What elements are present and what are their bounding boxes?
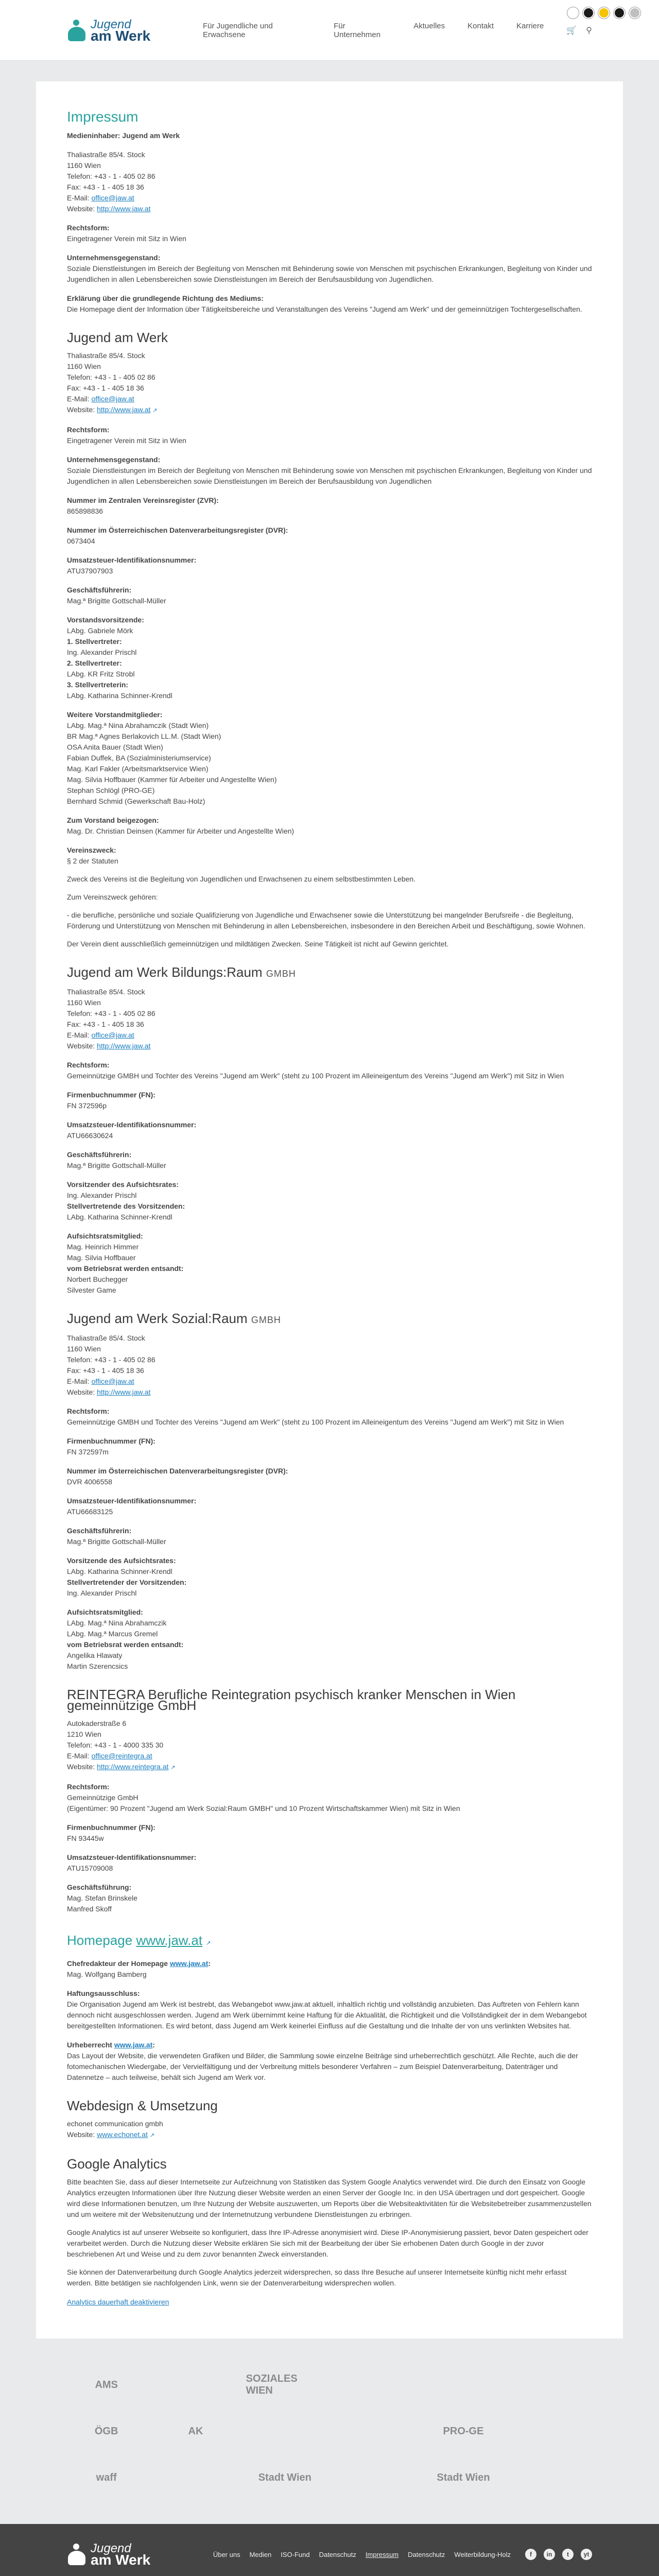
impressum-section — [67, 130, 592, 315]
homepage-section: Chefredakteur der Homepage www.jaw.at: Mag. Wolfgang Bamberg Haftungsausschluss: Die Organisation Jugend am Werk ist bestrebt, das Webangebot www.jaw.at aktuell, inhaltlich richtig und vollständig anzubieten. Das Auftreten von Fehlern kann dennoch nicht ausgeschlossen werden. Jugend am Werk übernimmt keine Haftung für die Aktualität, die Richtigkeit und die Vollständigkeit der in dem Webangebot bereitgestellten Informationen. Es wird betont, dass Jugend am Werk keinerlei Einfluss auf die Gestaltung und die Inhalte der von uns verlinkten Websites hat. Urheberrecht www.jaw.at: Das Layout der Website, die verwendeten Grafiken und Bilder, die Sammlung sowie einzelne Beiträge sind urheberrechtlich geschützt. Alle Rechte, auch die der fotomechanischen Wiedergabe, der Vervielfältigung und der Verbreitung mittels besonderer Verfahren – zum Beispiel Datenverarbeitung, Datenträger und Datennetze – auch teilweise, behält sich Jugend am Werk vor. — [67, 1958, 592, 2083]
phone: Telefon: +43 - 1 - 405 02 86 — [67, 1009, 155, 1018]
partner-logos — [67, 2369, 592, 2524]
social-links — [525, 2549, 592, 2560]
member-item: Mag. Silvia Hoffbauer — [67, 1253, 136, 1262]
address-line-1: Thaliastraße 85/4. Stock — [67, 351, 145, 360]
footer-nav-item[interactable]: Datenschutz — [319, 2550, 356, 2558]
partner-logo[interactable] — [335, 2462, 413, 2493]
address-line-2: 1160 Wien — [67, 1345, 101, 1353]
email-label: E-Mail: — [67, 1031, 90, 1039]
bildung-section — [67, 987, 592, 1296]
gf-label: Geschäftsführerin: — [67, 586, 132, 594]
email-label: E-Mail: — [67, 194, 90, 202]
legal-form-label: Rechtsform: — [67, 426, 110, 434]
header-icons — [566, 25, 592, 36]
works-label: vom Betriebsrat werden entsandt: — [67, 1640, 184, 1649]
partner-logo-waff[interactable]: waff — [96, 2471, 117, 2483]
partner-logo[interactable] — [335, 2416, 413, 2447]
homepage-heading-link[interactable]: www.jaw.at — [136, 1933, 203, 1948]
legal-form-label: Rechtsform: — [67, 224, 110, 232]
site-logo[interactable] — [67, 19, 182, 42]
gf-label: Geschäftsführerin: — [67, 1527, 132, 1535]
website-link[interactable]: http://www.jaw.at — [97, 205, 151, 213]
phone: Telefon: +43 - 1 - 405 02 86 — [67, 172, 155, 180]
legal-form: Gemeinnützige GMBH und Tochter des Vereins "Jugend am Werk" (steht zu 100 Prozent im Alleineigentum des Vereins "Jugend am Werk") mit Sitz in Wien — [67, 1072, 564, 1080]
jaw-section — [67, 350, 592, 950]
copyright-link[interactable]: www.jaw.at — [114, 2041, 153, 2049]
footer-logo-line-2: am Werk — [91, 2552, 151, 2568]
partner-logo-pro-ge[interactable]: PRO-GE — [443, 2425, 484, 2437]
uid: ATU66683125 — [67, 1507, 113, 1516]
vice1: Ing. Alexander Prischl — [67, 648, 137, 656]
website-label: Website: — [67, 2130, 95, 2139]
direction-label: Erklärung über die grundlegende Richtung des Mediums: — [67, 294, 264, 302]
partner-logo[interactable] — [156, 2462, 235, 2493]
website-label: Website: — [67, 1762, 95, 1771]
footer-nav-item[interactable]: Weiterbildung-Holz — [454, 2550, 511, 2558]
gf-item: Mag. Stefan Brinskele — [67, 1894, 137, 1902]
footer-nav-item-impressum[interactable]: Impressum — [365, 2550, 399, 2558]
webdesign-section — [67, 2119, 592, 2141]
address-line-2: 1160 Wien — [67, 998, 101, 1007]
phone: Telefon: +43 - 1 - 405 02 86 — [67, 1355, 155, 1364]
footer-nav-item[interactable]: Medien — [249, 2550, 272, 2558]
members-label: Weitere Vorstandmitglieder: — [67, 710, 163, 719]
vpurpose-text: Zweck des Vereins ist die Begleitung von Jugendlichen und Erwachsenen zu einem selbstbestimmten Leben. — [67, 875, 416, 883]
fn: FN 93445w — [67, 1834, 104, 1842]
main-content — [36, 81, 623, 2338]
dvr: DVR 4006558 — [67, 1478, 112, 1486]
logo-mark-icon — [67, 2543, 88, 2566]
partner-logo[interactable] — [513, 2462, 592, 2493]
fn-label: Firmenbuchnummer (FN): — [67, 1091, 155, 1099]
vpurpose-footer: Der Verein dient ausschließlich gemeinnützigen und mildtätigen Zwecken. Seine Tätigkeit ist nicht auf Gewinn gerichtet. — [67, 940, 449, 948]
cart-icon[interactable]: 🛒 — [566, 26, 577, 35]
logo-line-1: Jugend — [91, 18, 131, 31]
vice: Ing. Alexander Prischl — [67, 1589, 137, 1597]
analytics-p1: Bitte beachten Sie, dass auf dieser Internetseite zur Aufzeichnung von Statistiken das System Google Analytics verwendet wird. Die durch den Einsatz von Google Analytics erzeugten Informationen über Ihre Nutzung dieser Website werden an einen Server der Google Inc. in den USA übertragen und dort gespeichert. Google wird diese Informationen benutzen, um Ihre Nutzung der Website auszuwerten, um Reports über die Websiteaktivitäten für die Websitebetreiber zusammenzustellen und um weitere mit der Websitenutzung und der Internetnutzung verbundene Dienstleistungen zu erbringen. — [67, 2178, 592, 2218]
partner-logo[interactable] — [335, 2369, 413, 2400]
vpurpose-label: Vereinszweck: — [67, 846, 116, 854]
purpose: Soziale Dienstleistungen im Bereich der Begleitung von Menschen mit Behinderung sowie von Menschen mit psychischen Erkrankungen, Begleitung von Kinder und Jugendlichen in allen Lebensbereichen sowie Dienstleistungen im Bereich der Berufsausbildung von Jugendlichen. — [67, 264, 592, 283]
member-item: OSA Anita Bauer (Stadt Wien) — [67, 743, 163, 751]
nav-item-kontakt[interactable]: Kontakt — [467, 22, 494, 30]
contrast-yellow-option[interactable] — [598, 7, 610, 19]
website-link[interactable]: http://www.jaw.at — [97, 1388, 151, 1396]
partner-logo-soziales-wien[interactable]: SOZIALES WIEN — [246, 2373, 298, 2396]
partner-logo[interactable] — [156, 2369, 235, 2400]
fax: Fax: +43 - 1 - 405 18 36 — [67, 183, 144, 191]
analytics-p2: Google Analytics ist auf unserer Webseite so konfiguriert, dass Ihre IP-Adresse anonymisiert wird. Diese IP-Anonymisierung passiert, bevor Daten gespeichert oder verarbeitet werden. Durch die Nutzung dieser Website erklären Sie sich mit der Bearbeitung der über Sie erhobenen Daten durch Google in der zuvor beschriebenen Art und Weise und zu dem zuvor benannten Zweck einverstanden. — [67, 2228, 588, 2258]
vice3-label: 3. Stellvertreterin: — [67, 681, 129, 689]
address-line-1: Thaliastraße 85/4. Stock — [67, 150, 145, 159]
jaw-heading: Jugend am Werk — [67, 330, 168, 345]
address-line-1: Thaliastraße 85/4. Stock — [67, 1334, 145, 1342]
website-link[interactable]: http://www.jaw.at — [97, 1042, 151, 1050]
homepage-heading-prefix: Homepage — [67, 1933, 133, 1948]
partner-logo-stadt-wien[interactable]: Stadt Wien — [258, 2471, 311, 2483]
fn: FN 372596p — [67, 1101, 107, 1110]
member-item: Mag. Silvia Hoffbauer (Kammer für Arbeiter und Angestellte Wien) — [67, 775, 277, 784]
logo-line-2: am Werk — [91, 28, 151, 44]
liability: Die Organisation Jugend am Werk ist bestrebt, das Webangebot www.jaw.at aktuell, inhaltlich richtig und vollständig anzubieten. Das Auftreten von Fehlern kann dennoch nicht ausgeschlossen werden. Jugend am Werk übernimmt keine Haftung für die Aktualität, die Richtigkeit und die Vollständigkeit der in dem Webangebot bereitgestellten Informationen. Es wird betont, dass Jugend am Werk keinerlei Einfluss auf die Gestaltung und die Inhalte der von uns verlinkten Websites hat. — [67, 2000, 587, 2030]
partner-logo-stadt-wien[interactable]: Stadt Wien — [437, 2471, 490, 2483]
vice: LAbg. Katharina Schinner-Krendl — [67, 1213, 172, 1221]
dvr-label: Nummer im Österreichischen Datenverarbeitungsregister (DVR): — [67, 1467, 288, 1475]
website-label: Website: — [67, 405, 95, 414]
direction: Die Homepage dient der Information über Tätigkeitsbereiche und Veranstaltungen des Vereins "Jugend am Werk" und der gemeinnützigen Tochtergesellschaften. — [67, 305, 582, 313]
advisors: Mag. Dr. Christian Deinsen (Kammer für Arbeiter und Angestellte Wien) — [67, 827, 294, 835]
advisors-label: Zum Vorstand beigezogen: — [67, 816, 159, 824]
dvr: 0673404 — [67, 537, 95, 545]
reintegra-section — [67, 1718, 592, 1914]
twitter-icon[interactable]: t — [562, 2549, 574, 2560]
chair: LAbg. Katharina Schinner-Krendl — [67, 1567, 172, 1575]
legal-form-label: Rechtsform: — [67, 1407, 110, 1415]
legal-form-label: Rechtsform: — [67, 1061, 110, 1069]
reintegra-heading: REINTEGRA Berufliche Reintegration psychisch kranker Menschen in Wien gemeinnützige GmbH — [67, 1687, 516, 1713]
address-line-1: Autokaderstraße 6 — [67, 1719, 127, 1727]
vice2: LAbg. KR Fritz Strobl — [67, 670, 135, 678]
facebook-icon[interactable]: f — [525, 2549, 536, 2560]
works-item: Martin Szerencsics — [67, 1662, 128, 1670]
partner-logo-ak[interactable]: AK — [188, 2425, 203, 2437]
chief-label: Chefredakteur der Homepage — [67, 1959, 168, 1968]
member-item: Mag. Heinrich Himmer — [67, 1243, 139, 1251]
email-link[interactable]: office@jaw.at — [91, 1031, 134, 1039]
partner-logo-ams[interactable]: AMS — [95, 2379, 118, 2391]
phone: Telefon: +43 - 1 - 405 02 86 — [67, 373, 155, 381]
analytics-section — [67, 2177, 592, 2308]
site-header — [0, 0, 659, 61]
partner-logo[interactable] — [424, 2369, 502, 2400]
legal-form: Gemeinnützige GMBH und Tochter des Vereins "Jugend am Werk" (steht zu 100 Prozent im Alleineigentum des Vereins "Jugend am Werk") mit Sitz in Wien — [67, 1418, 564, 1426]
email-label: E-Mail: — [67, 395, 90, 403]
fax: Fax: +43 - 1 - 405 18 36 — [67, 1366, 144, 1375]
uid: ATU37907903 — [67, 567, 113, 575]
bildung-heading-suffix: GMBH — [266, 969, 296, 979]
uid: ATU66630624 — [67, 1131, 113, 1140]
website-label: Website: — [67, 1042, 95, 1050]
external-link-icon: ↗ — [149, 2132, 155, 2139]
board: LAbg. Gabriele Mörk — [67, 626, 133, 635]
chief-name: Mag. Wolfgang Bamberg — [67, 1970, 147, 1978]
copyright: Das Layout der Website, die verwendeten Grafiken und Bilder, die Sammlung sowie einzelne Beiträge sind urheberrechtlich geschützt. Alle Rechte, auch die der fotomechanischen Wiedergabe, der Vervielfältigung und der Verbreitung mittels besonderer Verfahren – zum Beispiel Datenverarbeitung, Datenträger und Datennetze – auch teilweise, behält sich Jugend am Werk vor. — [67, 2052, 578, 2081]
purpose: Soziale Dienstleistungen im Bereich der Begleitung von Menschen mit Behinderung sowie von Menschen mit psychischen Erkrankungen, Begleitung von Kinder und Jugendlichen in allen Lebensbereichen sowie Dienstleistungen im Bereich der Berufsausbildung von Jugendlichen — [67, 466, 592, 485]
fn-label: Firmenbuchnummer (FN): — [67, 1437, 155, 1445]
uid-label: Umsatzsteuer-Identifikationsnummer: — [67, 556, 197, 564]
member-item: Stephan Schlögl (PRO-GE) — [67, 786, 155, 794]
member-item: BR Mag.ª Agnes Berlakovich LL.M. (Stadt Wien) — [67, 732, 221, 740]
youtube-icon[interactable]: yt — [581, 2549, 592, 2560]
contrast-grey-option[interactable] — [629, 7, 640, 19]
sozial-section — [67, 1333, 592, 1672]
vpurpose-list: - die berufliche, persönliche und soziale Qualifizierung von Jugendliche und Erwachsener sowie die Unterstützung bei mangelnder Berufsreife - die Begleitung, Förderung und Unterstützung von Menschen mit Behinderung in allen Lebensbereichen, insbesondere in den Bereichen Arbeit und Beschäftigung, sowie Wohnen. — [67, 911, 585, 930]
dvr-label: Nummer im Österreichischen Datenverarbeitungsregister (DVR): — [67, 526, 288, 534]
external-link-icon: ↗ — [206, 1940, 211, 1946]
owners: (Eigentümer: 90 Prozent "Jugend am Werk Sozial:Raum GMBH" und 10 Prozent Wirtschaftskammer Wien) mit Sitz in Wien — [67, 1804, 460, 1812]
chair-label: Vorsitzende des Aufsichtsrates: — [67, 1556, 176, 1565]
vice-label: Stellvertretender der Vorsitzenden: — [67, 1578, 187, 1586]
site-footer — [0, 2524, 659, 2576]
member-item: Fabian Duffek, BA (Sozialministeriumservice) — [67, 754, 211, 762]
website-link[interactable]: http://www.reintegra.at — [97, 1762, 169, 1771]
nav-item-jugendliche[interactable]: Für Jugendliche und Erwachsene — [202, 22, 273, 39]
webdesign-heading: Webdesign & Umsetzung — [67, 2098, 218, 2113]
vice2-label: 2. Stellvertreter: — [67, 659, 122, 667]
vice3: LAbg. Katharina Schinner-Krendl — [67, 691, 172, 700]
member-item: LAbg. Mag.ª Nina Abrahamczik — [67, 1619, 167, 1627]
email-label: E-Mail: — [67, 1377, 90, 1385]
fax: Fax: +43 - 1 - 405 18 36 — [67, 1020, 144, 1028]
bildung-heading-text: Jugend am Werk Bildungs:Raum — [67, 964, 263, 980]
uid-label: Umsatzsteuer-Identifikationsnummer: — [67, 1121, 197, 1129]
fn: FN 372597m — [67, 1448, 109, 1456]
footer-logo[interactable] — [67, 2543, 185, 2566]
address-line-2: 1160 Wien — [67, 362, 101, 370]
vice-label: Stellvertretende des Vorsitzenden: — [67, 1202, 185, 1210]
sozial-heading — [67, 1313, 592, 1326]
sozial-heading-suffix: GMBH — [251, 1315, 281, 1325]
logo-mark-icon — [67, 19, 88, 42]
page-title: Impressum — [67, 109, 138, 125]
fn-label: Firmenbuchnummer (FN): — [67, 1823, 155, 1832]
website-link[interactable]: www.echonet.at — [97, 2130, 148, 2139]
legal-form: Eingetragener Verein mit Sitz in Wien — [67, 436, 186, 445]
contrast-dark-option[interactable] — [614, 7, 625, 19]
phone: Telefon: +43 - 1 - 4000 335 30 — [67, 1741, 164, 1749]
nav-item-unternehmen[interactable]: Für Unternehmen — [334, 22, 381, 39]
analytics-deactivate-link[interactable]: Analytics dauerhaft deaktivieren — [67, 2298, 169, 2306]
sozial-heading-text: Jugend am Werk Sozial:Raum — [67, 1311, 248, 1326]
partner-logo[interactable] — [513, 2416, 592, 2447]
zvr-label: Nummer im Zentralen Vereinsregister (ZVR): — [67, 496, 219, 504]
member-item: Bernhard Schmid (Gewerkschaft Bau-Holz) — [67, 797, 205, 805]
member-item: LAbg. Mag.ª Marcus Gremel — [67, 1630, 158, 1638]
copyright-label: Urheberrecht — [67, 2041, 112, 2049]
address-line-2: 1160 Wien — [67, 161, 101, 170]
works-item: Silvester Game — [67, 1286, 116, 1294]
vice1-label: 1. Stellvertreter: — [67, 637, 122, 646]
works-label: vom Betriebsrat werden entsandt: — [67, 1264, 184, 1273]
email-link[interactable]: office@jaw.at — [91, 1377, 134, 1385]
address-line-1: Thaliastraße 85/4. Stock — [67, 988, 145, 996]
chief-link[interactable]: www.jaw.at — [169, 1959, 209, 1968]
website-label: Website: — [67, 205, 95, 213]
footer-nav-item[interactable]: ISO-Fund — [281, 2550, 310, 2558]
legal-form-label: Rechtsform: — [67, 1783, 110, 1791]
gf-label: Geschäftsführung: — [67, 1883, 132, 1891]
vpurpose-ref: § 2 der Statuten — [67, 857, 118, 865]
accessibility-contrast-switcher — [567, 7, 640, 19]
member-item: LAbg. Mag.ª Nina Abrahamczik (Stadt Wien) — [67, 721, 209, 730]
purpose-label: Unternehmensgegenstand: — [67, 455, 161, 464]
email-link[interactable]: office@jaw.at — [91, 395, 134, 403]
legal-form: Gemeinnützige GmbH — [67, 1793, 138, 1802]
members-label: Aufsichtsratsmitglied: — [67, 1608, 143, 1616]
external-link-icon: ↗ — [170, 1765, 176, 1771]
purpose-label: Unternehmensgegenstand: — [67, 253, 161, 262]
search-icon[interactable]: ⚲ — [586, 26, 592, 35]
gf-item: Manfred Skoff — [67, 1905, 112, 1913]
email-link[interactable]: office@reintegra.at — [91, 1752, 152, 1760]
media-owner-label: Medieninhaber: Jugend am Werk — [67, 131, 180, 140]
uid-label: Umsatzsteuer-Identifikationsnummer: — [67, 1853, 197, 1861]
uid-label: Umsatzsteuer-Identifikationsnummer: — [67, 1497, 197, 1505]
gf: Mag.ª Brigitte Gottschall-Müller — [67, 1537, 166, 1546]
gf: Mag.ª Brigitte Gottschall-Müller — [67, 597, 166, 605]
website-label: Website: — [67, 1388, 95, 1396]
website-link[interactable]: http://www.jaw.at — [97, 405, 151, 414]
chair-label: Vorsitzender des Aufsichtsrates: — [67, 1180, 179, 1189]
zvr: 865898836 — [67, 507, 103, 515]
bildung-heading — [67, 964, 592, 980]
external-link-icon: ↗ — [152, 408, 158, 414]
email-link[interactable]: office@jaw.at — [91, 194, 134, 202]
analytics-heading: Google Analytics — [67, 2156, 167, 2172]
members-label: Aufsichtsratsmitglied: — [67, 1232, 143, 1240]
chair: Ing. Alexander Prischl — [67, 1191, 137, 1199]
webdesign-company: echonet communication gmbh — [67, 2120, 163, 2128]
legal-form: Eingetragener Verein mit Sitz in Wien — [67, 234, 186, 243]
works-item: Angelika Hlawaty — [67, 1651, 123, 1659]
footer-nav-item[interactable]: Über uns — [213, 2550, 240, 2558]
gf-label: Geschäftsführerin: — [67, 1150, 132, 1159]
main-nav — [193, 22, 554, 39]
contrast-black-option[interactable] — [583, 7, 594, 19]
nav-item-aktuelles[interactable]: Aktuelles — [413, 22, 445, 30]
footer-nav-item[interactable]: Datenschutz — [408, 2550, 445, 2558]
nav-item-karriere[interactable]: Karriere — [516, 22, 544, 30]
footer-logo-line-1: Jugend — [91, 2541, 131, 2555]
fax: Fax: +43 - 1 - 405 18 36 — [67, 384, 144, 392]
works-item: Norbert Buchegger — [67, 1275, 128, 1283]
member-item: Mag. Karl Fakler (Arbeitsmarktservice Wien) — [67, 765, 209, 773]
address-line-2: 1210 Wien — [67, 1730, 101, 1738]
board-label: Vorstandsvorsitzende: — [67, 616, 144, 624]
partner-logo[interactable] — [513, 2369, 592, 2400]
vpurpose-list-intro: Zum Vereinszweck gehören: — [67, 893, 158, 901]
partner-logo-ogb[interactable]: ÖGB — [94, 2425, 118, 2437]
uid: ATU15709008 — [67, 1864, 113, 1872]
liability-label: Haftungsausschluss: — [67, 1989, 140, 1997]
contrast-white-option[interactable] — [567, 7, 579, 19]
analytics-p3: Sie können der Datenverarbeitung durch Google Analytics jederzeit widersprechen, so dass Ihre Besuche auf unserer Internetseite künftig nicht mehr erfasst werden. Bitte betätigen sie nachfolgenden Link, wenn sie der Datenverarbeitung widersprechen wollen. — [67, 2268, 567, 2287]
partner-logo[interactable] — [246, 2416, 324, 2447]
homepage-heading — [67, 1935, 592, 1949]
gf: Mag.ª Brigitte Gottschall-Müller — [67, 1161, 166, 1170]
linkedin-icon[interactable]: in — [544, 2549, 555, 2560]
email-label: E-Mail: — [67, 1752, 90, 1760]
footer-nav — [213, 2551, 511, 2558]
